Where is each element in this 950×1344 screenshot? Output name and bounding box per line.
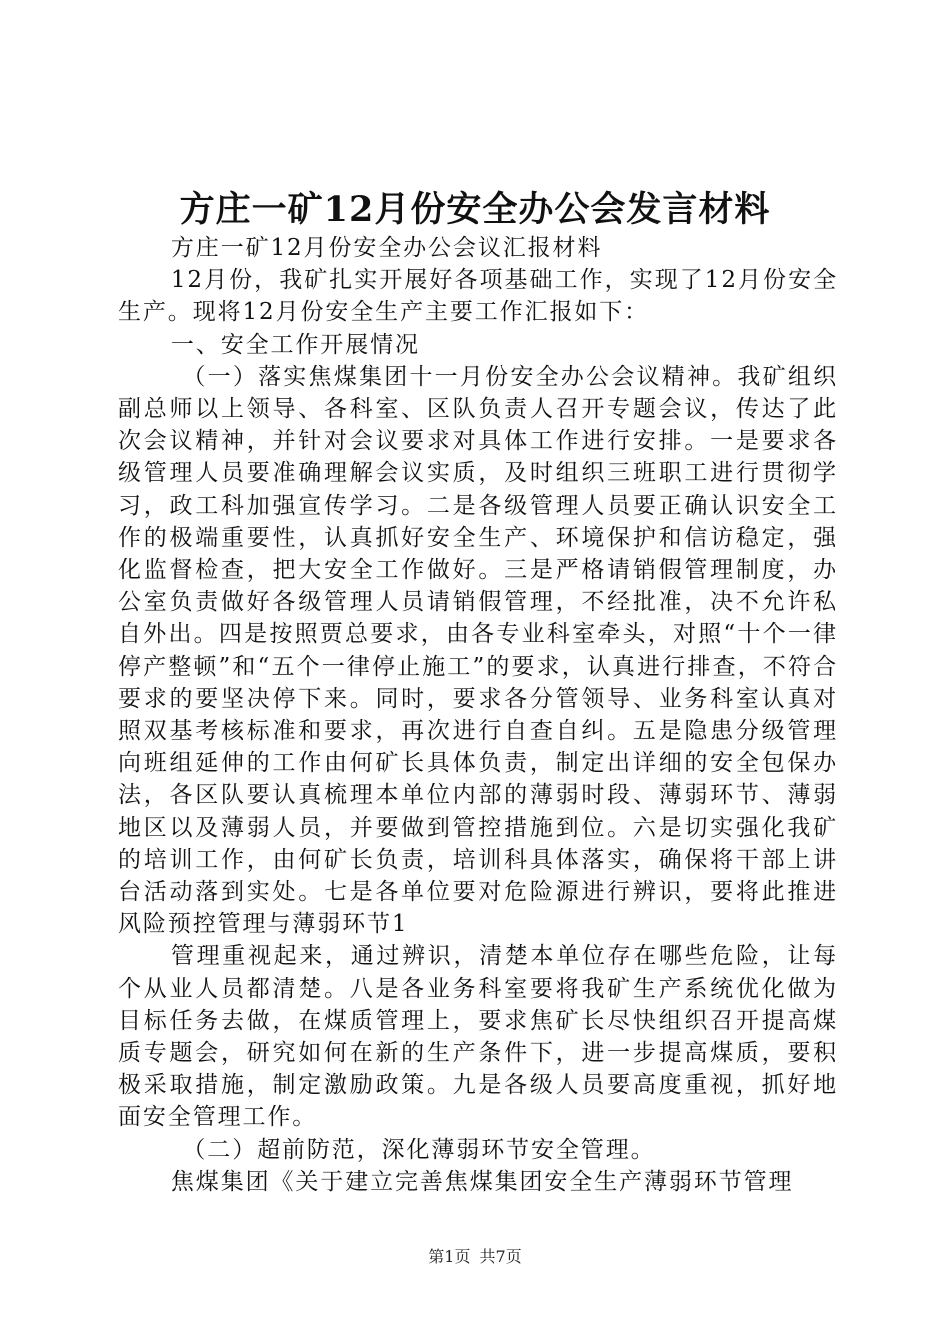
page-footer xyxy=(0,1247,950,1267)
paragraph-continuation: 管理重视起来，通过辨识，清楚本单位存在哪些危险，让每个从业人员都清楚。八是各业务科室要将我矿生产系统优化做为目标任务去做，在煤质管理上，要求焦矿长尽快组织召开提高煤质专题会，研究如何在新的生产条件下，进一步提高煤质，要积极采取措施，制定激励政策。九是各级人员要高度重视，抓好地面安全管理工作。 xyxy=(118,943,838,1131)
paragraph-last: 焦煤集团《关于建立完善焦煤集团安全生产薄弱环节管理 xyxy=(170,1168,794,1195)
paragraph-item-1: （一）落实焦煤集团十一月份安全办公会议精神。我矿组织副总师以上领导、各科室、区队负责人召开专题会议，传达了此次会议精神，并针对会议要求对具体工作进行安排。一是要求各级管理人员要准确理解会议实质，及时组织三班职工进行贯彻学习，政工科加强宣传学习。二是各级管理人员要正确认识安全工作的极端重要性，认真抓好安全生产、环境保护和信访稳定，强化监督检查，把大安全工作做好。三是严格请销假管理制度，办公室负责做好各级管理人员请销假管理，不经批准，决不允许私自外出。四是按照贾总要求，由各专业科室牵头，对照“十个一律停产整顿”和“五个一律停止施工”的要求，认真进行排查，不符合要求的要坚决停下来。同时，要求各分管领导、业务科室认真对照双基考核标准和要求，再次进行自查自纠。五是隐患分级管理向班组延伸的工作由何矿长具体负责，制定出详细的安全包保办法，各区队要认真梳理本单位内部的薄弱时段、薄弱环节、薄弱地区以及薄弱人员，并要做到管控措施到位。六是切实强化我矿的培训工作，由何矿长负责，培训科具体落实，确保将干部上讲台活动落到实处。七是各单位要对危险源进行辨识，要将此推进风险预控管理与薄弱环节1 xyxy=(118,363,838,938)
document-title: 方庄一矿12月份安全办公会发言材料 xyxy=(179,189,771,230)
page-number: 第1页 xyxy=(428,1247,471,1266)
section-heading: 一、安全工作开展情况 xyxy=(170,331,420,358)
paragraph-intro: 12月份，我矿扎实开展好各项基础工作，实现了12月份安全生产。现将12月份安全生产主要工作汇报如下： xyxy=(118,267,838,326)
document-body xyxy=(118,232,838,1198)
paragraph-subtitle: 方庄一矿12月份安全办公会议汇报材料 xyxy=(170,235,603,261)
page-total: 共7页 xyxy=(479,1247,522,1266)
paragraph-item-2: （二）超前防范，深化薄弱环节安全管理。 xyxy=(182,1136,656,1163)
